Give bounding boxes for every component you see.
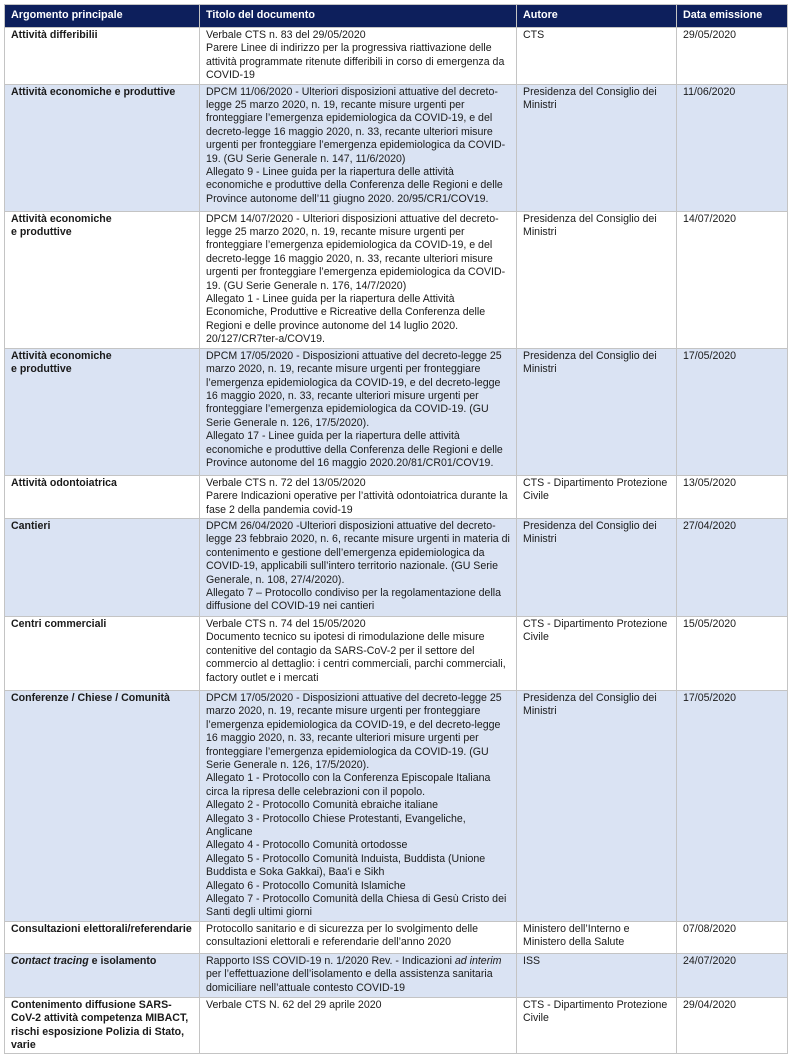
title-line: Allegato 7 – Protocollo condiviso per la regolamentazione della diffusione del COVID-19 nei cantieri [206,586,502,613]
title-italic: ad interim [454,954,502,967]
title-line: DPCM 14/07/2020 - Ulteriori disposizioni attuative del decreto-legge 25 marzo 2020, n. 19, recante misure urgenti per fronteggiare l’emergenza epidemiologica da COVID-19, e del decreto-legge 16 maggio 2020, n. 33, recante ulteriori misure urgenti per fronteggiare l’emergenza epidemiologica da COVID-19. (GU Serie Generale n. 176, 14/7/2020) [206,212,506,292]
cell-title [200,28,517,85]
cell-date: 29/04/2020 [677,997,788,1054]
cell-topic [5,921,200,953]
table-row [5,348,788,475]
cell-title [200,997,517,1054]
cell-author: CTS - Dipartimento Protezione Civile [517,616,677,690]
cell-date: 15/05/2020 [677,616,788,690]
title-line: Allegato 1 - Protocollo con la Conferenza Episcopale Italiana circa la ripresa delle celebrazioni con il popolo. [206,772,491,798]
cell-title [200,475,517,518]
cell-topic [5,475,200,518]
table-row [5,921,788,953]
table-row [5,211,788,348]
topic-line: Centri commerciali [11,617,107,630]
topic-line: Conferenze / Chiese / Comunità [11,691,170,704]
title-line: Allegato 6 - Protocollo Comunità Islamiche [206,879,406,892]
topic-rest: e isolamento [88,954,157,967]
table-row [5,475,788,518]
cell-title [200,953,517,997]
cell-title [200,348,517,475]
table-row [5,953,788,997]
cell-author: Presidenza del Consiglio dei Ministri [517,518,677,616]
title-line: Verbale CTS n. 74 del 15/05/2020 [206,617,366,630]
table-header-row [5,5,788,28]
cell-topic [5,28,200,85]
title-line: Allegato 1 - Linee guida per la riapertura delle Attività Economiche, Produttive e Ricreative della Conferenza delle Regioni e delle province autonome del 14 luglio 2020. 20/127/CR7ter-a/COV19. [206,293,486,346]
cell-topic [5,953,200,997]
table-row [5,690,788,921]
title-part: per l’effettuazione dell’isolamento e della assistenza sanitaria domiciliare nell’attuale contesto COVID-19 [206,968,493,994]
cell-date: 27/04/2020 [677,518,788,616]
cell-topic [5,348,200,475]
table-row [5,84,788,211]
cell-date: 14/07/2020 [677,211,788,348]
title-line: Allegato 7 - Protocollo Comunità della Chiesa di Gesù Cristo dei Santi degli ultimi giorni [206,893,507,919]
title-line: DPCM 26/04/2020 -Ulteriori disposizioni attuative del decreto-legge 23 febbraio 2020, n. 6, recante misure urgenti in materia di contenimento e gestione dell’emergenza epidemiologica da COVID-19, applicabili sull’intero territorio nazionale. (GU Serie Generale, n. 108, 27/4/2020). [206,519,510,586]
topic-line: Contenimento diffusione SARS-CoV-2 attività competenza MIBACT, rischi esposizione Polizia di Stato, varie [11,998,189,1052]
cell-date: 24/07/2020 [677,953,788,997]
cell-author: ISS [517,953,677,997]
title-line: Protocollo sanitario e di sicurezza per lo svolgimento delle consultazioni elettorali e referendarie dell’anno 2020 [206,922,479,949]
topic-line: Attività economiche [11,349,112,362]
title-line: Allegato 3 - Protocollo Chiese Protestanti, Evangeliche, Anglicane [206,812,466,838]
cell-topic [5,616,200,690]
title-part: Rapporto ISS COVID-19 n. 1/2020 Rev. - Indicazioni [206,954,455,967]
cell-date: 13/05/2020 [677,475,788,518]
header-author: Autore [517,5,677,28]
topic-line: Attività economiche [11,212,112,225]
cell-topic [5,211,200,348]
topic-italic: Contact tracing [11,954,89,967]
topic-line: Attività economiche e produttive [11,85,176,98]
cell-date: 07/08/2020 [677,921,788,953]
title-line: Verbale CTS n. 83 del 29/05/2020 [206,29,366,41]
topic-line: e produttive [11,226,72,239]
title-line: Parere Indicazioni operative per l’attività odontoiatrica durante la fase 2 della pandemia covid-19 [206,490,508,516]
cell-author: Presidenza del Consiglio dei Ministri [517,690,677,921]
cell-topic [5,518,200,616]
title-line: DPCM 17/05/2020 - Disposizioni attuative del decreto-legge 25 marzo 2020, n. 19, recante misure urgenti per fronteggiare l’emergenza epidemiologica da COVID-19, e del decreto-legge 16 maggio 2020, n. 33, recante ulteriori misure urgenti per fronteggiare l’emergenza epidemiologica da COVID-19. (GU Serie Generale n. 126, 17/5/2020). [206,691,502,771]
cell-date: 11/06/2020 [677,84,788,211]
title-line: Parere Linee di indirizzo per la progressiva riattivazione delle attività programmate ritenute differibili in corso di emergenza da COVID-19 [206,42,505,82]
cell-author: Presidenza del Consiglio dei Ministri [517,84,677,211]
cell-title [200,518,517,616]
header-date: Data emissione [677,5,788,28]
topic-line: Attività odontoiatrica [11,476,117,489]
cell-date: 17/05/2020 [677,348,788,475]
table-row [5,616,788,690]
table-row [5,518,788,616]
header-topic: Argomento principale [5,5,200,28]
cell-title [200,84,517,211]
documents-table [4,4,788,1054]
cell-author: CTS - Dipartimento Protezione Civile [517,475,677,518]
title-line: Verbale CTS n. 72 del 13/05/2020 [206,476,366,489]
cell-topic [5,997,200,1054]
topic-line: Cantieri [11,519,51,532]
header-title: Titolo del documento [200,5,517,28]
table-row [5,28,788,85]
cell-date: 29/05/2020 [677,28,788,85]
topic-line: Attività differibilii [11,29,98,41]
cell-title [200,690,517,921]
cell-author: Presidenza del Consiglio dei Ministri [517,348,677,475]
cell-author: CTS [517,28,677,85]
topic-line: e produttive [11,363,72,376]
title-line: Allegato 2 - Protocollo Comunità ebraiche italiane [206,799,439,812]
cell-author: Presidenza del Consiglio dei Ministri [517,211,677,348]
title-line: DPCM 11/06/2020 - Ulteriori disposizioni attuative del decreto-legge 25 marzo 2020, n. 19, recante misure urgenti per fronteggiare l’emergenza epidemiologica da COVID-19, e del decreto-legge 16 maggio 2020, n. 33, recante ulteriori misure urgenti per fronteggiare l’emergenza epidemiologica da COVID-19. (GU Serie Generale n. 147, 11/6/2020) [206,85,506,165]
title-line: Allegato 4 - Protocollo Comunità ortodosse [206,839,408,852]
title-line: Allegato 17 - Linee guida per la riapertura delle attività economiche e produttive della Conferenza delle Regioni e delle Province autonome del 16 maggio 2020.20/81/CR01/COV19. [206,430,503,469]
title-line: Documento tecnico su ipotesi di rimodulazione delle misure contenitive del contagio da SARS-CoV-2 per il settore del commercio al dettaglio: i centri commerciali, parchi commerciali, factory outlet e i mercati [206,631,506,684]
cell-topic [5,84,200,211]
title-line: Allegato 9 - Linee guida per la riapertura delle attività economiche e produttive della Conferenza delle Regioni e delle Province autonome dell’11 giugno 2020. 20/95/CR1/COV19. [206,166,503,205]
cell-title [200,211,517,348]
cell-title [200,921,517,953]
cell-title [200,616,517,690]
topic-line: Consultazioni elettorali/referendarie [11,922,192,935]
title-line: Allegato 5 - Protocollo Comunità Induista, Buddista (Unione Buddista e Soka Gakkai), Baa’i e Sikh [206,852,486,879]
cell-author: Ministero dell’Interno e Ministero della Salute [517,921,677,953]
cell-author: CTS - Dipartimento Protezione Civile [517,997,677,1054]
cell-topic [5,690,200,921]
title-line: DPCM 17/05/2020 - Disposizioni attuative del decreto-legge 25 marzo 2020, n. 19, recante misure urgenti per fronteggiare l’emergenza epidemiologica da COVID-19, e del decreto-legge 16 maggio 2020, n. 33, recante ulteriori misure urgenti per fronteggiare l’emergenza epidemiologica da COVID-19. (GU Serie Generale n. 126, 17/5/2020). [206,349,502,429]
title-line: Verbale CTS N. 62 del 29 aprile 2020 [206,998,382,1011]
table-row [5,997,788,1054]
cell-date: 17/05/2020 [677,690,788,921]
